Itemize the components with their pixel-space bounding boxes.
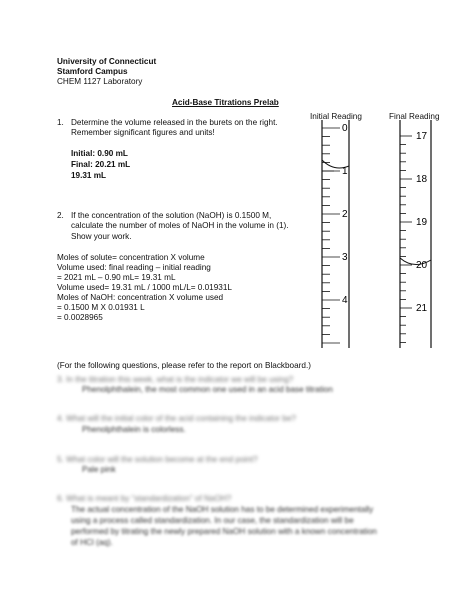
q3-question: 3. In the titration this week, what is the indicator we will be using? [57, 375, 294, 384]
q3-answer: Phenolphthalein, the most common one used in an acid base titration [82, 385, 333, 394]
q2-text-line1: If the concentration of the solution (NaOH) is 0.1500 M, [71, 211, 272, 220]
q1-answer-final: Final: 20.21 mL [71, 160, 131, 169]
q1-number: 1. [57, 118, 64, 127]
work-line-3: = 2021 mL – 0.90 mL= 19.31 mL [57, 273, 176, 282]
header-university: University of Connecticut [57, 57, 157, 66]
work-line-6: = 0.1500 M X 0.01931 L [57, 303, 145, 312]
q2-number: 2. [57, 211, 64, 220]
q5-answer: Pale pink [82, 465, 116, 474]
q6-answer-line4: of HCl (aq). [71, 538, 113, 547]
q4-question: 4. What will the initial color of the acid containing the indicator be? [57, 414, 296, 423]
work-line-4: Volume used= 19.31 mL / 1000 mL/L= 0.01931L [57, 283, 232, 292]
initial-reading-label: Initial Reading [310, 112, 362, 121]
q1-answer-initial: Initial: 0.90 mL [71, 149, 128, 158]
final-tick-label-18: 18 [416, 174, 428, 185]
final-tick-label-17: 17 [416, 131, 428, 142]
initial-tick-label-1: 1 [342, 166, 348, 177]
q2-text-line2: calculate the number of moles of NaOH in the volume in (1). [71, 221, 289, 230]
header-course: CHEM 1127 Laboratory [57, 77, 143, 86]
header-campus: Stamford Campus [57, 67, 128, 76]
q2-text-line3: Show your work. [71, 232, 132, 241]
q4-answer: Phenolphthalein is colorless. [82, 425, 186, 434]
initial-tick-label-3: 3 [342, 252, 348, 263]
page-title: Acid-Base Titrations Prelab [172, 98, 279, 107]
final-reading-label: Final Reading [389, 112, 440, 121]
q1-text-line2: Remember significant figures and units! [71, 128, 215, 137]
q1-answer-volume: 19.31 mL [71, 171, 107, 180]
q6-answer-line3: performed by titrating the newly prepared NaOH solution with a known concentration [71, 527, 377, 536]
q6-answer-line1: The actual concentration of the NaOH solution has to be determined experimentally [71, 505, 374, 514]
final-tick-label-19: 19 [416, 217, 428, 228]
work-line-1: Moles of solute= concentration X volume [57, 253, 205, 262]
final-tick-label-20: 20 [416, 260, 428, 271]
initial-buret-diagram [318, 120, 358, 348]
q6-question: 6. What is meant by “standardization” of NaOH? [57, 494, 232, 503]
initial-tick-label-2: 2 [342, 209, 348, 220]
work-line-2: Volume used: final reading – initial reading [57, 263, 211, 272]
work-line-5: Moles of NaOH: concentration X volume used [57, 293, 224, 302]
final-buret-diagram [396, 120, 436, 348]
q6-answer-line2: using a process called standardization. In our case, the standardization will be [71, 516, 354, 525]
final-tick-label-21: 21 [416, 303, 428, 314]
initial-tick-label-0: 0 [342, 123, 348, 134]
q1-text-line1: Determine the volume released in the burets on the right. [71, 118, 278, 127]
initial-tick-label-4: 4 [342, 295, 348, 306]
work-line-7: = 0.0028965 [57, 313, 103, 322]
following-questions-note: (For the following questions, please refer to the report on Blackboard.) [57, 361, 311, 370]
q5-question: 5. What color will the solution become at the end point? [57, 455, 258, 464]
